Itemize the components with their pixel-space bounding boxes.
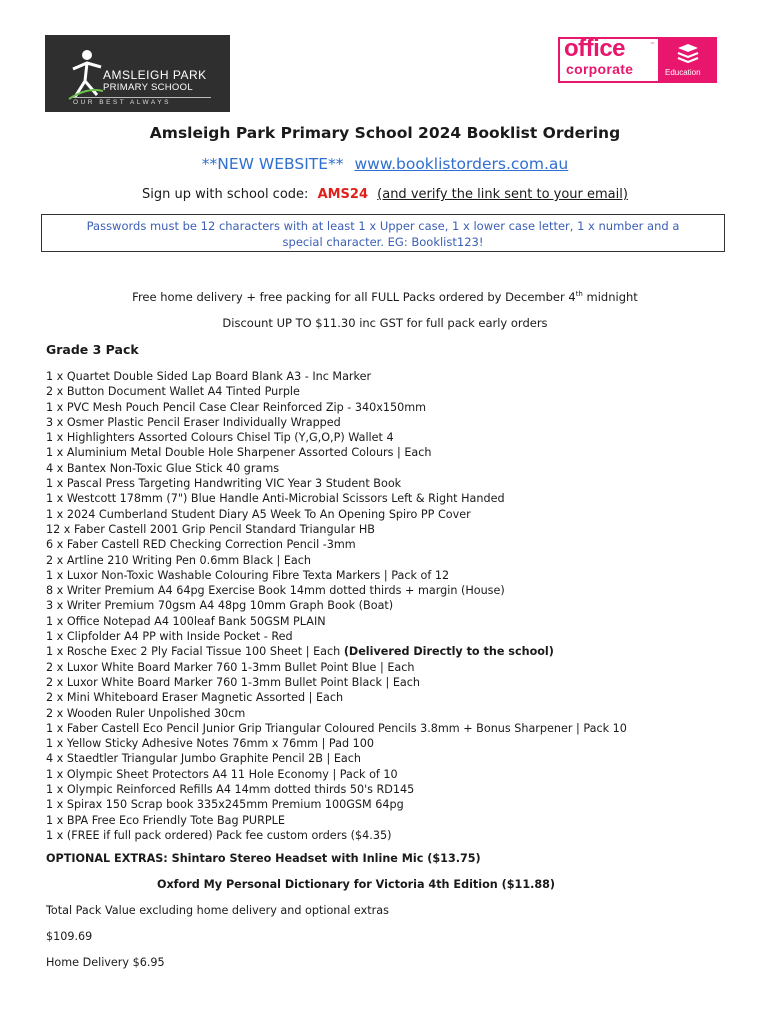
list-item: 4 x Staedtler Triangular Jumbo Graphite Pencil 2B | Each [46, 752, 361, 766]
website-label: **NEW WEBSITE** [201, 155, 344, 173]
optional-dictionary: Oxford My Personal Dictionary for Victoria 4th Edition ($11.88) [156, 878, 556, 891]
page-title: Amsleigh Park Primary School 2024 Booklist Ordering [149, 124, 621, 142]
supplier-logo-box [560, 35, 658, 81]
password-notice [41, 214, 725, 252]
list-item: 2 x Luxor White Board Marker 760 1-3mm Bullet Point Blue | Each [46, 660, 415, 674]
pack-items [46, 369, 627, 843]
school-code: AMS24 [317, 187, 369, 202]
supplier-logo-education: Education [665, 68, 701, 77]
supplier-logo-office: office [564, 35, 626, 62]
list-item: 1 x Clipfolder A4 PP with Inside Pocket - Red [46, 630, 293, 644]
list-item: 2 x Luxor White Board Marker 760 1-3mm Bullet Point Black | Each [46, 675, 420, 689]
tissue-delivery-note: (Delivered Directly to the school) [343, 645, 554, 659]
list-item: 3 x Osmer Plastic Pencil Eraser Individually Wrapped [46, 415, 341, 429]
books-icon [675, 42, 701, 66]
list-item-tissue [46, 644, 627, 659]
list-item: 1 x Yellow Sticky Adhesive Notes 76mm x 76mm | Pad 100 [46, 737, 375, 751]
list-item: 12 x Faber Castell 2001 Grip Pencil Standard Triangular HB [46, 522, 375, 536]
total-label: Total Pack Value excluding home delivery and optional extras [46, 904, 389, 917]
list-item: 1 x Spirax 150 Scrap book 335x245mm Premium 100GSM 64pg [46, 798, 404, 812]
list-item: 1 x Highlighters Assorted Colours Chisel Tip (Y,G,O,P) Wallet 4 [46, 431, 394, 445]
signup-prefix: Sign up with school code: [142, 187, 309, 202]
total-value: $109.69 [46, 930, 93, 943]
optional-extras: OPTIONAL EXTRAS: Shintaro Stereo Headset with Inline Mic ($13.75) [46, 852, 481, 865]
list-item: 1 x Westcott 178mm (7") Blue Handle Anti-Microbial Scissors Left & Right Handed [46, 492, 505, 506]
website-line [0, 155, 770, 173]
list-item: 2 x Mini Whiteboard Eraser Magnetic Assorted | Each [46, 691, 344, 705]
list-item: 1 x Pascal Press Targeting Handwriting VIC Year 3 Student Book [46, 477, 402, 491]
delivery-offer [0, 290, 770, 304]
supplier-logo-corporate: corporate [566, 61, 634, 77]
list-item: 1 x Faber Castell Eco Pencil Junior Grip Triangular Coloured Pencils 3.8mm + Bonus Sharpener | Pack 10 [46, 721, 627, 735]
verify-note: (and verify the link sent to your email) [377, 187, 628, 202]
list-item: 1 x BPA Free Eco Friendly Tote Bag PURPLE [46, 813, 285, 827]
password-notice-line2: special character. EG: Booklist123! [282, 235, 484, 249]
home-delivery: Home Delivery $6.95 [46, 956, 165, 969]
list-item: 1 x Luxor Non-Toxic Washable Colouring Fibre Texta Markers | Pack of 12 [46, 568, 450, 582]
list-item: 1 x Quartet Double Sided Lap Board Blank A3 - Inc Marker [46, 370, 372, 383]
list-item: 3 x Writer Premium 70gsm A4 48pg 10mm Graph Book (Boat) [46, 599, 394, 613]
school-logo-motto: OUR BEST ALWAYS [73, 99, 171, 106]
list-item: 1 x (FREE if full pack ordered) Pack fee custom orders ($4.35) [46, 828, 392, 842]
school-logo-school: PRIMARY SCHOOL [103, 82, 193, 93]
website-link[interactable]: www.booklistorders.com.au [354, 155, 569, 173]
list-item: 1 x Aluminium Metal Double Hole Sharpener Assorted Colours | Each [46, 446, 432, 460]
stick-figure-icon [65, 49, 105, 101]
school-logo-name: AMSLEIGH PARK [103, 68, 207, 82]
list-item: 2 x Button Document Wallet A4 Tinted Purple [46, 385, 300, 399]
delivery-offer-end: midnight [582, 290, 638, 304]
discount-offer: Discount UP TO $11.30 inc GST for full pack early orders [222, 316, 548, 330]
list-item: 8 x Writer Premium A4 64pg Exercise Book 14mm dotted thirds + margin (House) [46, 584, 505, 598]
list-item: 1 x 2024 Cumberland Student Diary A5 Week To An Opening Spiro PP Cover [46, 507, 471, 521]
list-item: 1 x Olympic Sheet Protectors A4 11 Hole Economy | Pack of 10 [46, 767, 398, 781]
signup-line [0, 187, 770, 202]
pack-heading: Grade 3 Pack [46, 342, 139, 357]
list-item: 4 x Bantex Non-Toxic Glue Stick 40 grams [46, 461, 280, 475]
list-item: 1 x Olympic Reinforced Refills A4 14mm dotted thirds 50's RD145 [46, 783, 415, 797]
delivery-offer-suffix: th [575, 290, 583, 299]
supplier-logo-trademark: ™ [650, 42, 655, 48]
tissue-item-text: 1 x Rosche Exec 2 Ply Facial Tissue 100 Sheet | Each [46, 645, 344, 659]
list-item: 2 x Wooden Ruler Unpolished 30cm [46, 706, 246, 720]
delivery-offer-text: Free home delivery + free packing for all FULL Packs ordered by December 4 [132, 290, 576, 304]
list-item: 1 x Office Notepad A4 100leaf Bank 50GSM PLAIN [46, 614, 326, 628]
password-notice-line1: Passwords must be 12 characters with at least 1 x Upper case, 1 x lower case letter, 1 x number and a [86, 219, 680, 233]
list-item: 6 x Faber Castell RED Checking Correction Pencil -3mm [46, 538, 356, 552]
list-item: 2 x Artline 210 Writing Pen 0.6mm Black | Each [46, 553, 311, 567]
school-logo-divider [73, 97, 211, 98]
school-logo [45, 35, 230, 112]
supplier-logo [558, 37, 717, 83]
list-item: 1 x PVC Mesh Pouch Pencil Case Clear Reinforced Zip - 340x150mm [46, 400, 427, 414]
